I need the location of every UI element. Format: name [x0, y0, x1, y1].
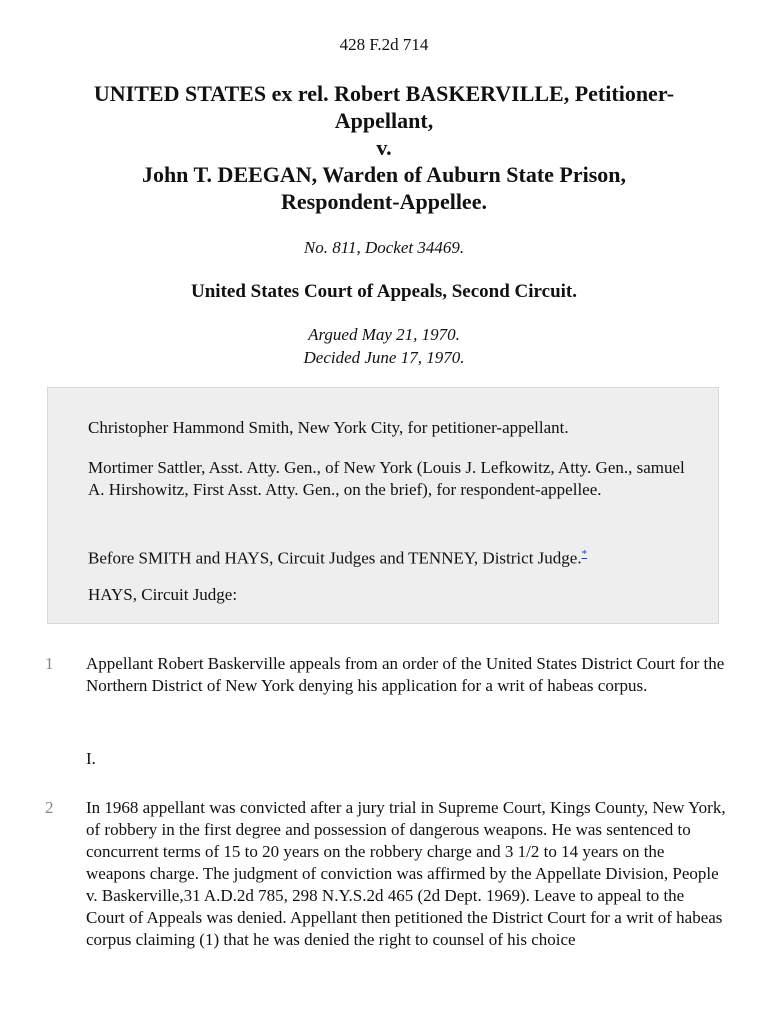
docket-number: No. 811, Docket 34469.: [303, 238, 465, 257]
caption-line: Respondent-Appellee.: [281, 189, 487, 214]
counsel-respondent: Mortimer Sattler, Asst. Atty. Gen., of New York (Louis J. Lefkowitz, Atty. Gen., samuel A. Hirshowitz, First Asst. Atty. Gen., on the brief), for respondent-appellee.: [88, 458, 685, 499]
bench-line: [88, 543, 688, 570]
bench-text: Before SMITH and HAYS, Circuit Judges and TENNEY, District Judge.: [88, 548, 582, 568]
court-name: United States Court of Appeals, Second Circuit.: [191, 281, 577, 302]
paragraph-text: In 1968 appellant was convicted after a jury trial in Supreme Court, Kings County, New York, of robbery in the first degree and possession of dangerous weapons. He was sentenced to concurrent terms of 15 to 20 years on the robbery charge and 3 1/2 to 14 years on the weapons charge. The judgment of conviction was affirmed by the Appellate Division, People v. Baskerville,31 A.D.2d 785, 298 N.Y.S.2d 465 (2d Dept. 1969). Leave to appeal to the Court of Appeals was denied. Appellant then petitioned the District Court for a writ of habeas corpus claiming (1) that he was denied the right to counsel of his choice: [86, 798, 726, 949]
counsel-panel: [47, 387, 719, 624]
caption-line: John T. DEEGAN, Warden of Auburn State Prison,: [141, 162, 627, 187]
caption-line: Appellant,: [334, 108, 434, 133]
caption-line: UNITED STATES ex rel. Robert BASKERVILLE, Petitioner-: [93, 81, 675, 106]
case-caption: [30, 80, 738, 215]
paragraph-text: Appellant Robert Baskerville appeals from an order of the United States District Court for the Northern District of New York denying his application for a writ of habeas corpus.: [86, 654, 725, 695]
opinion-author: HAYS, Circuit Judge:: [88, 585, 238, 604]
paragraph-number: 1: [45, 654, 54, 673]
argued-date: Argued May 21, 1970.: [308, 325, 460, 344]
paragraph-number: 2: [45, 798, 54, 817]
case-citation: 428 F.2d 714: [339, 35, 429, 54]
decided-date: Decided June 17, 1970.: [303, 348, 465, 367]
footnote-link[interactable]: *: [581, 548, 588, 560]
caption-versus: v.: [376, 135, 392, 160]
case-dates: [0, 323, 768, 369]
counsel-petitioner: Christopher Hammond Smith, New York City, for petitioner-appellant.: [88, 418, 569, 437]
section-heading: I.: [86, 749, 96, 768]
